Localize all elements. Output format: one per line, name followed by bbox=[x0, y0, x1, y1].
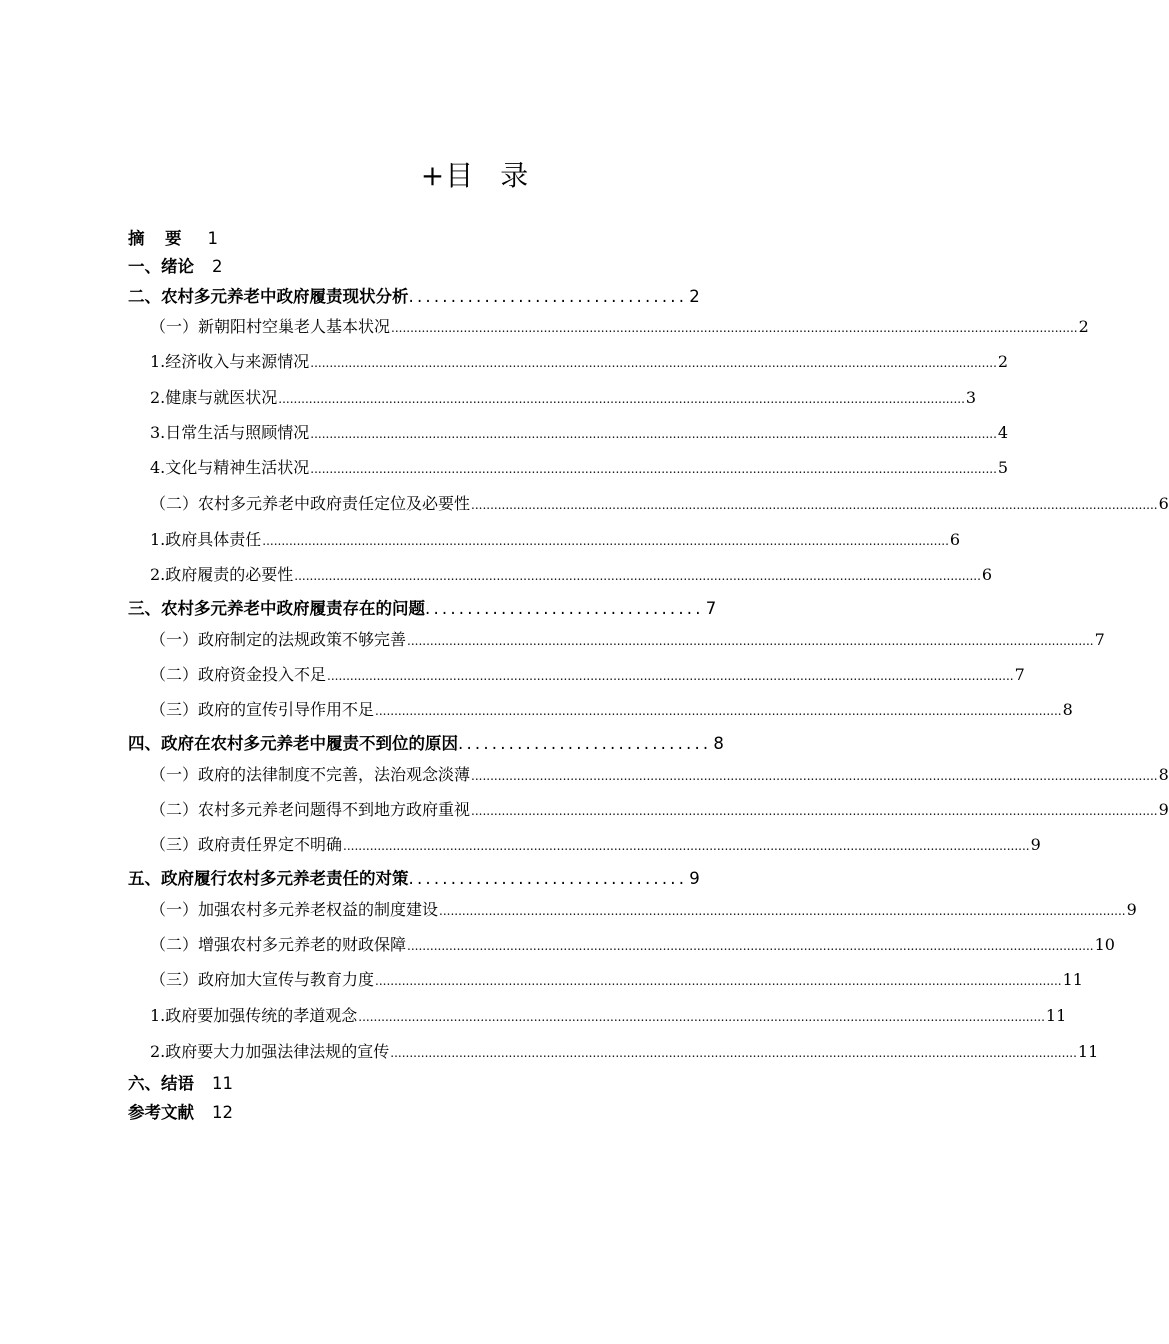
toc-entry-page: 10 bbox=[1094, 935, 1115, 954]
dot-leader: .................................................................................................................................................................................... bbox=[358, 1010, 1045, 1024]
toc-entry[interactable] bbox=[128, 866, 808, 892]
toc-entry[interactable] bbox=[150, 420, 1009, 446]
toc-entry-page: 5 bbox=[997, 458, 1009, 477]
toc-entry-text: 2.政府履责的必要性 bbox=[150, 565, 294, 584]
toc-entry-page: 9 bbox=[1126, 900, 1137, 919]
toc-entry-text: （二）农村多元养老问题得不到地方政府重视 bbox=[150, 800, 471, 819]
dot-leader: .................................................................................................................................................................................... bbox=[310, 462, 997, 476]
toc-entry[interactable] bbox=[150, 797, 1169, 823]
toc-entry[interactable] bbox=[150, 385, 977, 411]
toc-entry[interactable] bbox=[128, 254, 223, 280]
dot-leader: .................................................................................................................................................................................... bbox=[407, 634, 1094, 648]
toc-entry-text: （一）加强农村多元养老权益的制度建设 bbox=[150, 900, 439, 919]
dot-leader: .................................................................................................................................................................................... bbox=[327, 669, 1014, 683]
toc-entry-text: 2.政府要大力加强法律法规的宣传 bbox=[150, 1042, 390, 1061]
toc-entry[interactable] bbox=[150, 762, 1169, 788]
toc-entry-page: 7 bbox=[705, 599, 717, 618]
toc-entry[interactable] bbox=[128, 284, 808, 310]
toc-entry-text: 三、农村多元养老中政府履责存在的问题 bbox=[128, 599, 425, 618]
toc-entry-text: 参考文献 bbox=[128, 1103, 194, 1122]
dot-leader: .................................................................................................................................................................................... bbox=[471, 498, 1158, 512]
dot-leader: .................................................................................................................................................................................... bbox=[407, 939, 1094, 953]
toc-entry-text: （二）农村多元养老中政府责任定位及必要性 bbox=[150, 494, 471, 513]
toc-entry[interactable] bbox=[150, 697, 1073, 723]
dot-leader: ................................. bbox=[408, 869, 688, 888]
dot-leader: .................................................................................................................................................................................... bbox=[390, 1046, 1077, 1060]
toc-entry-text: 1.政府要加强传统的孝道观念 bbox=[150, 1006, 358, 1025]
toc-entry-text: （三）政府的宣传引导作用不足 bbox=[150, 700, 375, 719]
dot-leader: .................................................................................................................................................................................... bbox=[471, 769, 1158, 783]
toc-entry-page: 11 bbox=[1077, 1042, 1099, 1061]
toc-entry[interactable] bbox=[128, 1100, 233, 1126]
dot-leader: .................................................................................................................................................................................... bbox=[375, 974, 1062, 988]
toc-entry-text: 五、政府履行农村多元养老责任的对策 bbox=[128, 869, 409, 888]
toc-entry-page: 1 bbox=[207, 229, 218, 248]
dot-leader: .................................................................................................................................................................................... bbox=[343, 839, 1030, 853]
toc-entry[interactable] bbox=[150, 349, 1009, 375]
toc-entry-page: 11 bbox=[1045, 1006, 1067, 1025]
toc-entry[interactable] bbox=[150, 897, 1137, 923]
toc-entry-text: （二）增强农村多元养老的财政保障 bbox=[150, 935, 407, 954]
toc-entry[interactable] bbox=[128, 731, 808, 757]
toc-entry[interactable] bbox=[150, 527, 961, 553]
toc-entry-text: （一）政府制定的法规政策不够完善 bbox=[150, 630, 407, 649]
toc-entry-text: 六、结语 bbox=[128, 1074, 194, 1093]
toc-entry[interactable] bbox=[128, 1071, 233, 1097]
toc-entry[interactable] bbox=[150, 832, 1041, 858]
dot-leader: .................................................................................................................................................................................... bbox=[310, 427, 997, 441]
toc-entry-page: 11 bbox=[212, 1074, 233, 1093]
toc-entry[interactable] bbox=[150, 932, 1115, 958]
toc-entry-page: 2 bbox=[212, 257, 223, 276]
toc-entry-page: 7 bbox=[1014, 665, 1025, 684]
toc-title-suffix: 录 bbox=[500, 159, 530, 192]
dot-leader: .................................................................................................................................................................................... bbox=[278, 392, 965, 406]
toc-entry-page: 9 bbox=[689, 869, 700, 888]
toc-entry-text: （二）政府资金投入不足 bbox=[150, 665, 327, 684]
dot-leader: .................................................................................................................................................................................... bbox=[310, 356, 997, 370]
toc-entry-page: 9 bbox=[1030, 835, 1041, 854]
toc-entry-page: 4 bbox=[997, 423, 1009, 442]
toc-entry-page: 6 bbox=[981, 565, 993, 584]
toc-entry-text: （一）新朝阳村空巢老人基本状况 bbox=[150, 317, 391, 336]
toc-entry[interactable] bbox=[128, 596, 808, 622]
toc-entry-page: 2 bbox=[997, 352, 1009, 371]
toc-entry[interactable] bbox=[150, 967, 1083, 993]
toc-entry-page: 3 bbox=[965, 388, 977, 407]
toc-entry-page: 2 bbox=[689, 287, 700, 306]
dot-leader: .................................................................................................................................................................................... bbox=[294, 569, 981, 583]
toc-entry-text: （一）政府的法律制度不完善，法治观念淡薄 bbox=[150, 765, 471, 784]
toc-entry-text: 二、农村多元养老中政府履责现状分析 bbox=[128, 287, 409, 306]
toc-entry-page: 8 bbox=[1158, 765, 1169, 784]
toc-entry-page: 2 bbox=[1078, 317, 1089, 336]
toc-entry-text: 摘 要 bbox=[128, 229, 184, 248]
toc-entry-text: （三）政府责任界定不明确 bbox=[150, 835, 343, 854]
toc-entry-text: 1.经济收入与来源情况 bbox=[150, 352, 310, 371]
toc-entry[interactable] bbox=[150, 491, 1169, 517]
toc-entry[interactable] bbox=[150, 662, 1025, 688]
dot-leader: .................................................................................................................................................................................... bbox=[262, 534, 949, 548]
toc-entry-text: 一、绪论 bbox=[128, 257, 194, 276]
dot-leader: .................................................................................................................................................................................... bbox=[375, 704, 1062, 718]
dot-leader: .................................................................................................................................................................................... bbox=[391, 321, 1078, 335]
dot-leader: .............................. bbox=[458, 734, 712, 753]
toc-entry[interactable] bbox=[150, 1003, 1067, 1029]
toc-entry-text: 1.政府具体责任 bbox=[150, 530, 262, 549]
toc-entry[interactable] bbox=[150, 562, 993, 588]
toc-entry-page: 8 bbox=[713, 734, 724, 753]
toc-entry-page: 11 bbox=[1062, 970, 1083, 989]
toc-entry-page: 7 bbox=[1094, 630, 1105, 649]
toc-entry-text: （三）政府加大宣传与教育力度 bbox=[150, 970, 375, 989]
toc-entry[interactable] bbox=[150, 627, 1105, 653]
dot-leader: .................................................................................................................................................................................... bbox=[439, 904, 1126, 918]
toc-entry[interactable] bbox=[150, 455, 1009, 481]
toc-entry-text: 3.日常生活与照顾情况 bbox=[150, 423, 310, 442]
toc-title-prefix: +目 bbox=[420, 159, 475, 192]
dot-leader: ................................. bbox=[425, 599, 704, 618]
toc-entry-text: 四、政府在农村多元养老中履责不到位的原因 bbox=[128, 734, 458, 753]
toc-entry-page: 12 bbox=[212, 1103, 233, 1122]
toc-entry[interactable] bbox=[128, 226, 218, 252]
toc-entry-page: 6 bbox=[1158, 494, 1169, 513]
toc-entry[interactable] bbox=[150, 1039, 1099, 1065]
toc-entry[interactable] bbox=[150, 314, 1089, 340]
toc-entry-page: 8 bbox=[1062, 700, 1073, 719]
toc-entry-page: 9 bbox=[1158, 800, 1169, 819]
dot-leader: .................................................................................................................................................................................... bbox=[471, 804, 1158, 818]
toc-entry-text: 2.健康与就医状况 bbox=[150, 388, 278, 407]
toc-entry-page: 6 bbox=[949, 530, 961, 549]
toc-entry-text: 4.文化与精神生活状况 bbox=[150, 458, 310, 477]
dot-leader: ................................. bbox=[408, 287, 688, 306]
toc-title bbox=[0, 156, 950, 196]
